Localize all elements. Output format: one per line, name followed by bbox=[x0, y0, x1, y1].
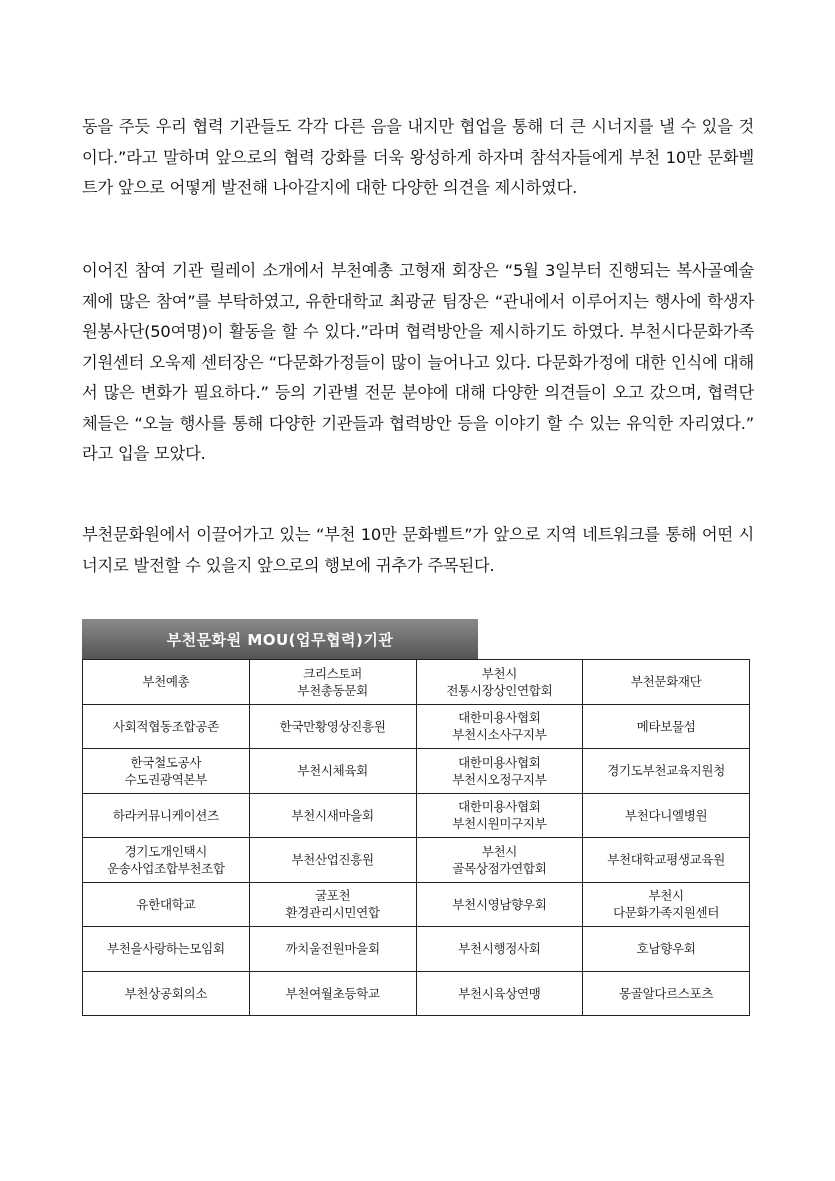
mou-table-title: 부천문화원 MOU(업무협력)기관 bbox=[82, 619, 478, 659]
table-cell: 부천다니엘병원 bbox=[583, 793, 750, 838]
table-cell: 호남향우회 bbox=[583, 927, 750, 972]
table-cell: 부천시육상연맹 bbox=[416, 971, 583, 1016]
body-paragraph-2: 이어진 참여 기관 릴레이 소개에서 부천예총 고형재 회장은 “5월 3일부터 진행되는 복사골예술제에 많은 참여”를 부탁하였고, 유한대학교 최광균 팀장은 “관내에서 이루어지는 행사에 학생자원봉사단(50여명)이 활동을 할 수 있다.”라며 협력방안을 제시하기도 하였다. 부천시다문화가족기원센터 오욱제 센터장은 “다문화가정들이 많이 늘어나고 있다. 다문화가정에 대한 인식에 대해서 많은 변화가 필요하다.” 등의 기관별 전문 분야에 대해 다양한 의견들이 오고 갔으며, 협력단체들은 “오늘 행사를 통해 다양한 기관들과 협력방안 등을 이야기 할 수 있는 유익한 자리였다.” 라고 입을 모았다. bbox=[82, 261, 754, 463]
table-row bbox=[83, 971, 750, 1016]
table-cell: 부천예총 bbox=[83, 660, 250, 705]
table-cell: 부천대학교평생교육원 bbox=[583, 838, 750, 883]
mou-institutions-table bbox=[82, 659, 750, 1016]
table-cell: 부천시체육회 bbox=[249, 749, 416, 794]
table-cell: 부천시 전통시장상인연합회 bbox=[416, 660, 583, 705]
table-cell: 대한미용사협회 부천시원미구지부 bbox=[416, 793, 583, 838]
body-paragraph-1: 동을 주듯 우리 협력 기관들도 각각 다른 음을 내지만 협업을 통해 더 큰 시너지를 낼 수 있을 것이다.”라고 말하며 앞으로의 협력 강화를 더욱 왕성하게 하자며 참석자들에게 부천 10만 문화벨트가 앞으로 어떻게 발전해 나아갈지에 대한 다양한 의견을 제시하였다. bbox=[82, 117, 754, 197]
table-cell: 부천시영남향우회 bbox=[416, 882, 583, 927]
table-cell: 대한미용사협회 부천시오정구지부 bbox=[416, 749, 583, 794]
table-cell: 경기도개인택시 운송사업조합부천조합 bbox=[83, 838, 250, 883]
table-cell: 하라커뮤니케이션즈 bbox=[83, 793, 250, 838]
body-paragraph-3: 부천문화원에서 이끌어가고 있는 “부천 10만 문화벨트”가 앞으로 지역 네트워크를 통해 어떤 시너지로 발전할 수 있을지 앞으로의 행보에 귀추가 주목된다. bbox=[82, 525, 754, 575]
table-cell: 몽골알다르스포츠 bbox=[583, 971, 750, 1016]
table-cell: 한국철도공사 수도권광역본부 bbox=[83, 749, 250, 794]
table-cell: 메타보물섬 bbox=[583, 704, 750, 749]
table-cell: 까치울전원마을회 bbox=[249, 927, 416, 972]
table-row bbox=[83, 749, 750, 794]
table-cell: 크리스토퍼 부천총동문회 bbox=[249, 660, 416, 705]
table-cell: 부천을사랑하는모임회 bbox=[83, 927, 250, 972]
table-row bbox=[83, 793, 750, 838]
table-cell: 대한미용사협회 부천시소사구지부 bbox=[416, 704, 583, 749]
table-cell: 한국만황영상진흥원 bbox=[249, 704, 416, 749]
table-cell: 사회적협동조합공존 bbox=[83, 704, 250, 749]
table-cell: 부천문화재단 bbox=[583, 660, 750, 705]
table-cell: 경기도부천교육지원청 bbox=[583, 749, 750, 794]
table-cell: 부천시행정사회 bbox=[416, 927, 583, 972]
table-cell: 부천시 다문화가족지원센터 bbox=[583, 882, 750, 927]
table-row bbox=[83, 660, 750, 705]
table-cell: 부천시 골목상점가연합회 bbox=[416, 838, 583, 883]
table-cell: 부천시새마을회 bbox=[249, 793, 416, 838]
table-cell: 부천여월초등학교 bbox=[249, 971, 416, 1016]
table-row bbox=[83, 927, 750, 972]
table-row bbox=[83, 882, 750, 927]
table-cell: 부천상공회의소 bbox=[83, 971, 250, 1016]
table-cell: 굴포천 환경관리시민연합 bbox=[249, 882, 416, 927]
table-row bbox=[83, 838, 750, 883]
table-cell: 부천산업진흥원 bbox=[249, 838, 416, 883]
table-row bbox=[83, 704, 750, 749]
table-cell: 유한대학교 bbox=[83, 882, 250, 927]
